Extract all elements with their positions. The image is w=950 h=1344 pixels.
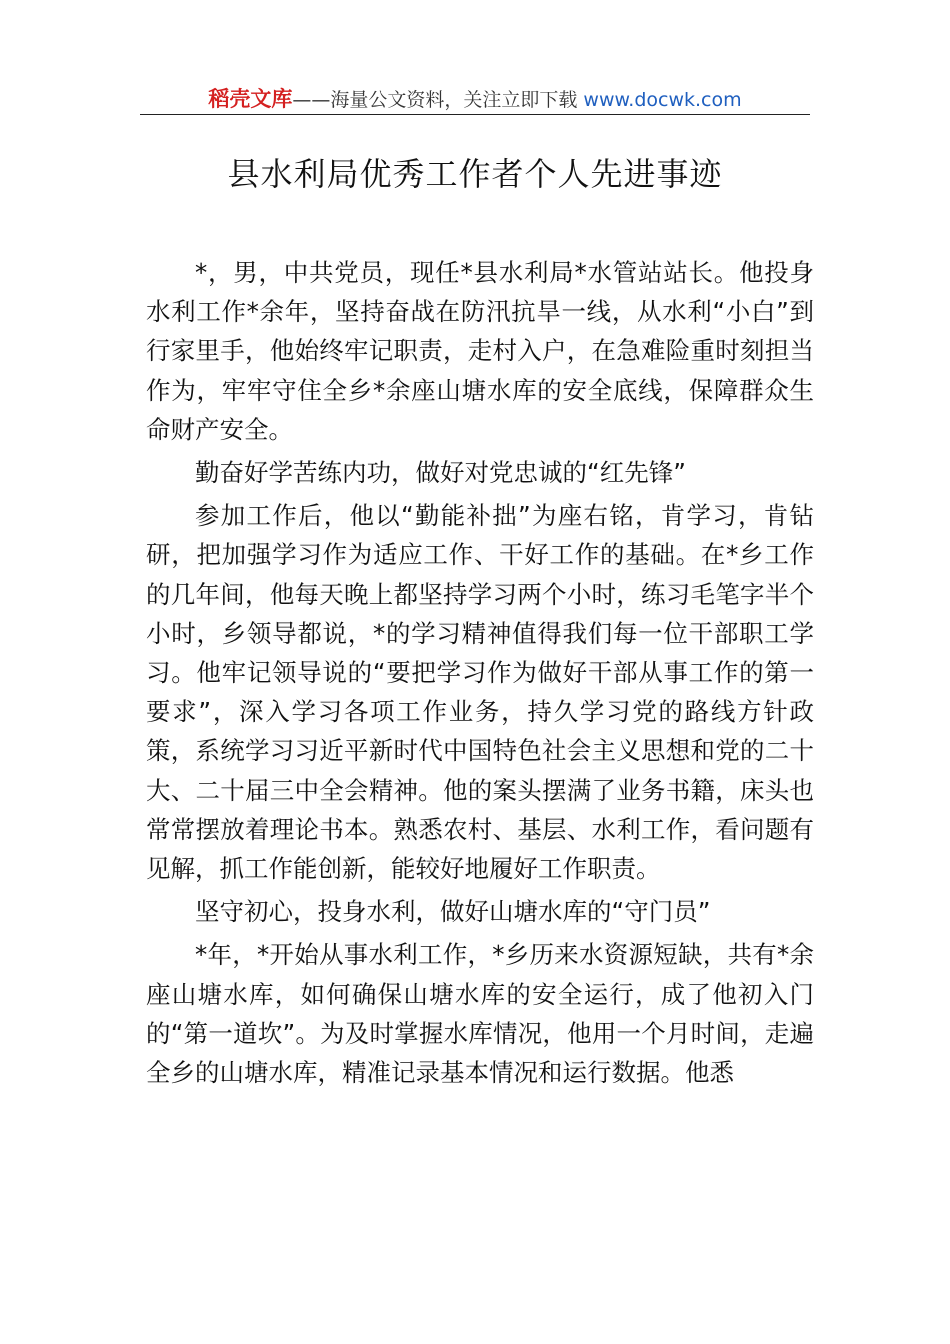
paragraph-water-work: *年，*开始从事水利工作，*乡历来水资源短缺，共有*余座山塘水库，如何确保山塘水库的安全运行，成了他初入门的“第一道坎”。为及时掌握水库情况，他用一个月时间，走遍全乡的山塘水库，精准记录基本情况和运行数据。他悉 <box>146 940 814 1088</box>
website-link[interactable]: www.docwk.com <box>583 89 742 111</box>
header-tagline: ——海量公文资料，关注立即下载 <box>292 89 584 111</box>
section-heading-2: 坚守初心，投身水利，做好山塘水库的“守门员” <box>195 897 711 927</box>
document-body <box>146 253 814 1096</box>
paragraph-study: 参加工作后，他以“勤能补拙”为座右铭，肯学习，肯钻研，把加强学习作为适应工作、干好工作的基础。在*乡工作的几年间，他每天晚上都坚持学习两个小时，练习毛笔字半个小时，乡领导都说，*的学习精神值得我们每一位干部职工学习。他牢记领导说的“要把学习作为做好干部从事工作的第一要求”，深入学习各项工作业务，持久学习党的路线方针政策，系统学习习近平新时代中国特色社会主义思想和党的二十大、二十届三中全会精神。他的案头摆满了业务书籍，床头也常常摆放着理论书本。熟悉农村、基层、水利工作，看问题有见解，抓工作能创新，能较好地履好工作职责。 <box>146 501 814 884</box>
brand-name: 稻壳文库 <box>208 87 293 111</box>
section-heading-1: 勤奋好学苦练内功，做好对党忠诚的“红先锋” <box>195 458 686 488</box>
document-title: 县水利局优秀工作者个人先进事迹 <box>227 155 723 193</box>
header-divider <box>140 114 810 115</box>
document-header <box>140 84 810 114</box>
paragraph-intro: *，男，中共党员，现任*县水利局*水管站站长。他投身水利工作*余年，坚持奋战在防汛抗旱一线，从水利“小白”到行家里手，他始终牢记职责，走村入户，在急难险重时刻担当作为，牢牢守住全乡*余座山塘水库的安全底线，保障群众生命财产安全。 <box>146 258 814 444</box>
